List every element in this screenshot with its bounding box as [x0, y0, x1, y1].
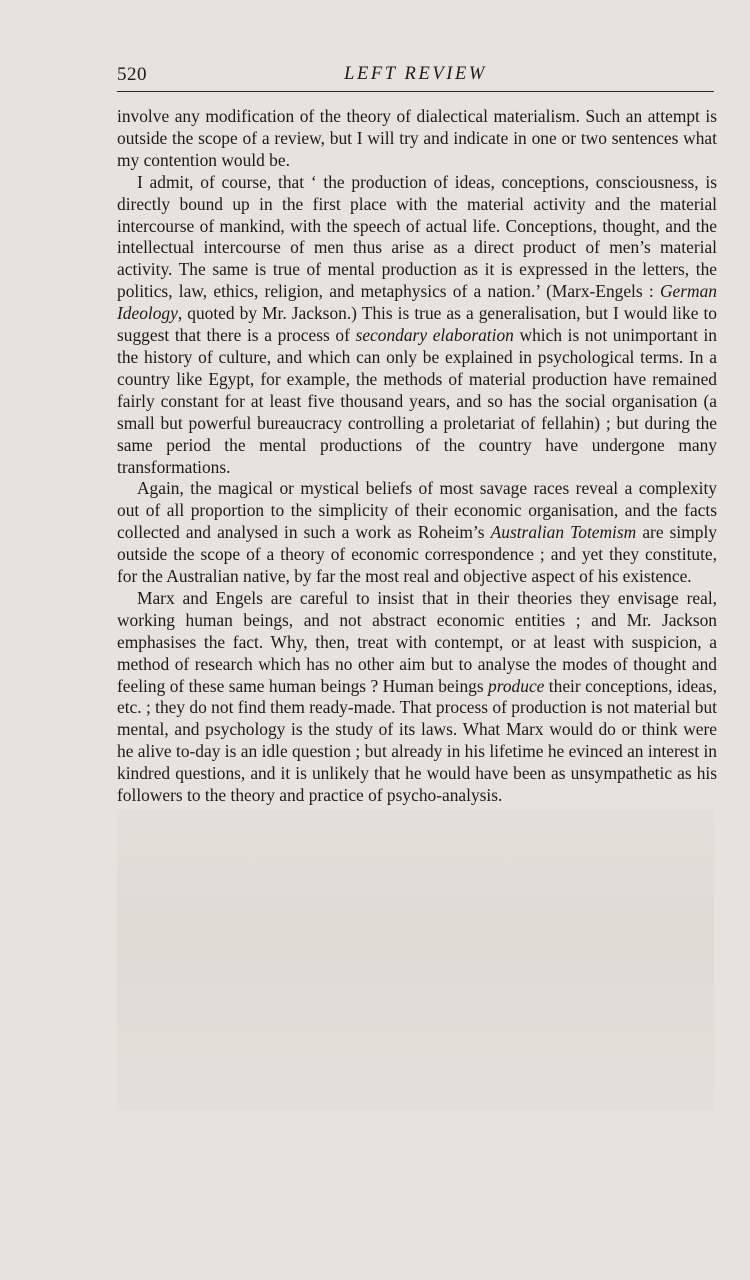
paragraph-1: [117, 106, 717, 172]
paragraph-2-text-c: , quoted by Mr. Jackson.) This is true as a generalisation, but I would like to suggest that there is a process of: [117, 303, 717, 346]
book-title-german-ideology: German Ideology: [117, 281, 717, 324]
page-header: [117, 62, 714, 88]
header-rule: [117, 91, 714, 92]
page-number: 520: [117, 64, 147, 85]
paragraph-4: [117, 588, 717, 807]
paragraph-2: [117, 172, 717, 479]
paragraph-4-text-c: their conceptions, ideas, etc. ; they do not find them ready-made. That process of production is not material but mental, and psychology is the study of its laws. What Marx would do or think were he alive to-day is an idle question ; but already in his lifetime he evinced an interest in kindred questions, and it is unlikely that he would have been as unsympathetic as his followers to the theory and practice of psycho-analysis.: [117, 675, 718, 806]
paragraph-3-text-a: Again, the magical or mystical beliefs of most savage races reveal a complexity out of all proportion to the simplicity of their economic organisation, and the facts collected and analysed in such a work as Roheim’s: [117, 478, 717, 543]
paragraph-2-text-a: I admit, of course, that ‘ the production of ideas, conceptions, consciousness, is directly bound up in the first place with the material activity and the material intercourse of mankind, with the speech of actual life. Conceptions, thought, and the intellectual intercourse of men thus arise as a direct product of men’s material activity. The same is true of mental production as it is expressed in the letters, the politics, law, ethics, religion, and metaphysics of a nation.’ (Marx-Engels :: [117, 171, 717, 302]
show-through-area: [117, 810, 714, 1110]
emphasis-secondary-elaboration: secondary elaboration: [355, 325, 514, 346]
paragraph-1-text: involve any modification of the theory of dialectical materialism. Such an attempt is outside the scope of a review, but I will try and indicate in one or two sentences what my contention would be.: [117, 106, 717, 170]
book-title-australian-totemism: Australian Totemism: [490, 522, 637, 543]
paragraph-2-text-e: which is not unimportant in the history of culture, and which can only be explained in psychological terms. In a country like Egypt, for example, the methods of material production have remained fairly constant for at least five thousand years, and so has the social organisation (a small but powerful bureaucracy controlling a proletariat of fellahin) ; but during the same period the mental productions of the country have undergone many transformations.: [117, 325, 717, 477]
running-title: LEFT REVIEW: [344, 64, 487, 84]
paragraph-3: [117, 478, 717, 588]
paragraph-4-text-a: Marx and Engels are careful to insist that in their theories they envisage real, working human beings, and not abstract economic entities ; and Mr. Jackson emphasises the fact. Why, then, treat with contempt, or at least with suspicion, a method of research which has no other aim but to analyse the modes of thought and feeling of these same human beings ? Human beings: [117, 587, 717, 696]
emphasis-produce: produce: [488, 675, 545, 696]
paragraph-3-text-c: are simply outside the scope of a theory of economic correspondence ; and yet they constitute, for the Australian native, by far the most real and objective aspect of his existence.: [117, 522, 717, 587]
article-body: [117, 106, 717, 807]
